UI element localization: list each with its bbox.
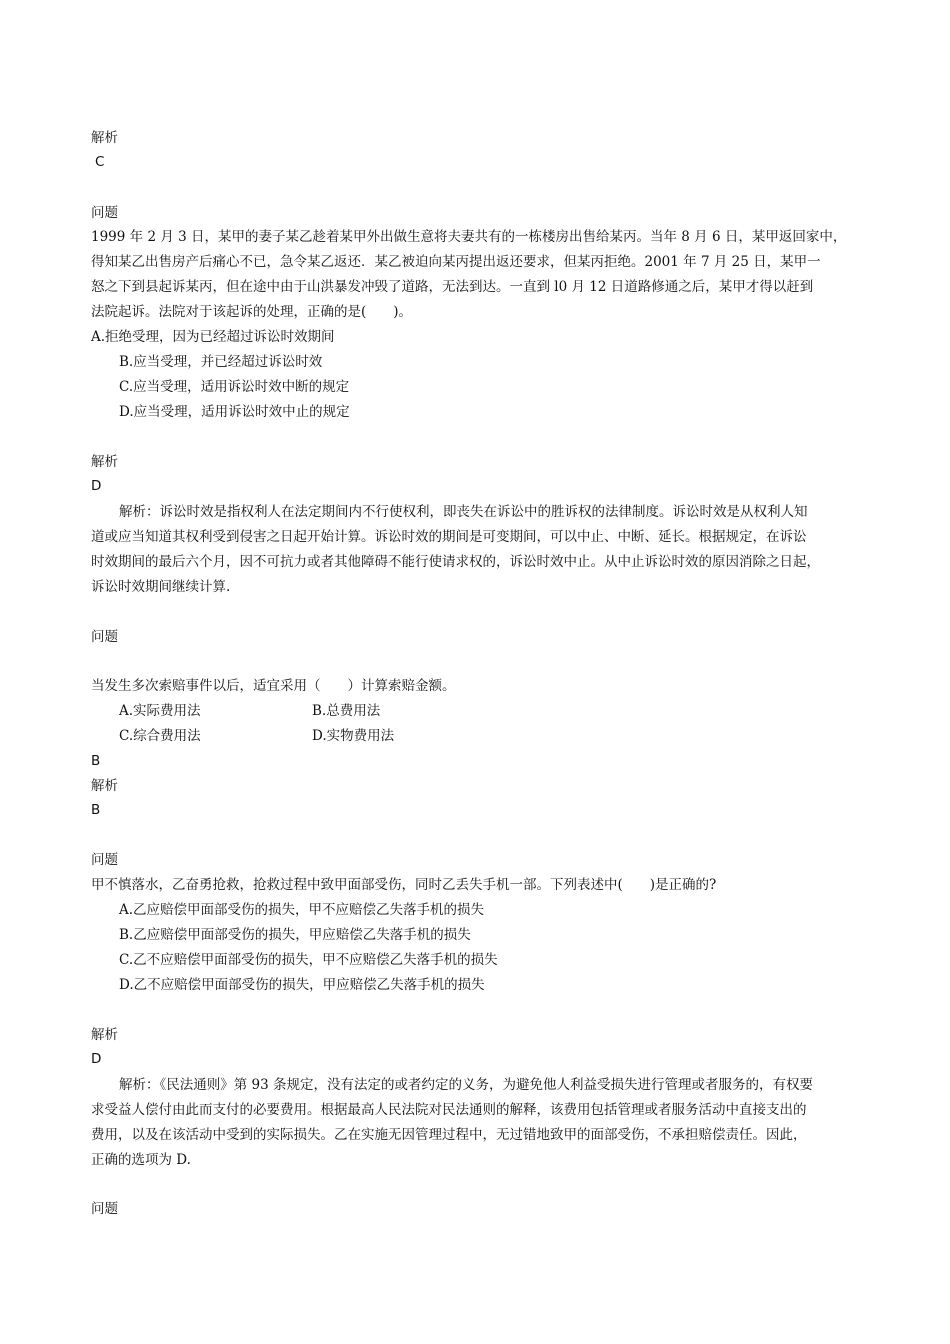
question-label: 问题 [91,205,118,221]
option-a: A.实际费用法 [119,703,201,719]
analysis-label: 解析 [91,454,118,470]
option-d: D.应当受理，适用诉讼时效中止的规定 [119,404,350,420]
question-label: 问题 [91,1201,118,1217]
question-text-line: 得知某乙出售房产后痛心不已，急令某乙返还．某乙被迫向某丙提出返还要求，但某丙拒绝。2001 年 7 月 25 日，某甲一 [91,254,821,270]
question-text-line: 怒之下到县起诉某丙，但在途中由于山洪暴发冲毁了道路，无法到达。一直到 l0 月 12 日道路修通之后，某甲才得以赶到 [91,279,814,295]
analysis-label: 解析 [91,778,118,794]
analysis-text-line: 求受益人偿付由此而支付的必要费用。根据最高人民法院对民法通则的解释，该费用包括管理或者服务活动中直接支出的 [91,1102,807,1118]
analysis-text-line: 诉讼时效期间继续计算. [91,579,231,595]
option-d: D.实物费用法 [312,728,395,744]
option-b: B.应当受理，并已经超过诉讼时效 [119,354,323,370]
analysis-text-line: 解析：《民法通则》第 93 条规定，没有法定的或者约定的义务，为避免他人利益受损失进行管理或者服务的，有权要 [119,1077,814,1093]
analysis-text-line: 时效期间的最后六个月，因不可抗力或者其他障碍不能行使请求权的，诉讼时效中止。从中止诉讼时效的原因消除之日起， [91,554,820,570]
option-a: A.拒绝受理，因为已经超过诉讼时效期间 [91,329,335,345]
analysis-label: 解析 [91,130,118,146]
question-label: 问题 [91,629,118,645]
option-c: C.乙不应赔偿甲面部受伤的损失，甲不应赔偿乙失落手机的损失 [119,952,498,968]
option-a: A.乙应赔偿甲面部受伤的损失，甲不应赔偿乙失落手机的损失 [119,902,485,918]
question-text: 甲不慎落水，乙奋勇抢救，抢救过程中致甲面部受伤，同时乙丢失手机一部。下列表述中( )是正确的? [91,877,717,893]
answer-value: D [91,1051,102,1067]
option-c: C.综合费用法 [119,728,201,744]
analysis-text-line: 费用，以及在该活动中受到的实际损失。乙在实施无因管理过程中，无过错地致甲的面部受伤，不承担赔偿责任。因此， [91,1127,807,1143]
answer-line: B [91,753,101,769]
analysis-label: 解析 [91,1027,118,1043]
question-label: 问题 [91,852,118,868]
option-b: B.乙应赔偿甲面部受伤的损失，甲应赔偿乙失落手机的损失 [119,927,471,943]
answer-value: D [91,478,102,494]
analysis-text-line: 解析：诉讼时效是指权利人在法定期间内不行使权利，即丧失在诉讼中的胜诉权的法律制度。诉讼时效是从权利人知 [119,504,808,520]
option-d: D.乙不应赔偿甲面部受伤的损失，甲应赔偿乙失落手机的损失 [119,977,485,993]
option-c: C.应当受理，适用诉讼时效中断的规定 [119,379,350,395]
question-text-line: 法院起诉。法院对于该起诉的处理，正确的是( )。 [91,304,413,320]
answer-value: B [91,802,101,818]
question-text: 当发生多次索赔事件以后，适宜采用（ ）计算索赔金额。 [91,678,456,694]
analysis-text-line: 正确的选项为 D. [91,1152,191,1168]
analysis-text-line: 道或应当知道其权利受到侵害之日起开始计算。诉讼时效的期间是可变期间，可以中止、中断、延长。根据规定，在诉讼 [91,529,807,545]
option-b: B.总费用法 [312,703,381,719]
question-text-line: 1999 年 2 月 3 日，某甲的妻子某乙趁着某甲外出做生意将夫妻共有的一栋楼房出售给某丙。当年 8 月 6 日，某甲返回家中， [91,229,847,245]
answer-value: C [95,154,105,170]
